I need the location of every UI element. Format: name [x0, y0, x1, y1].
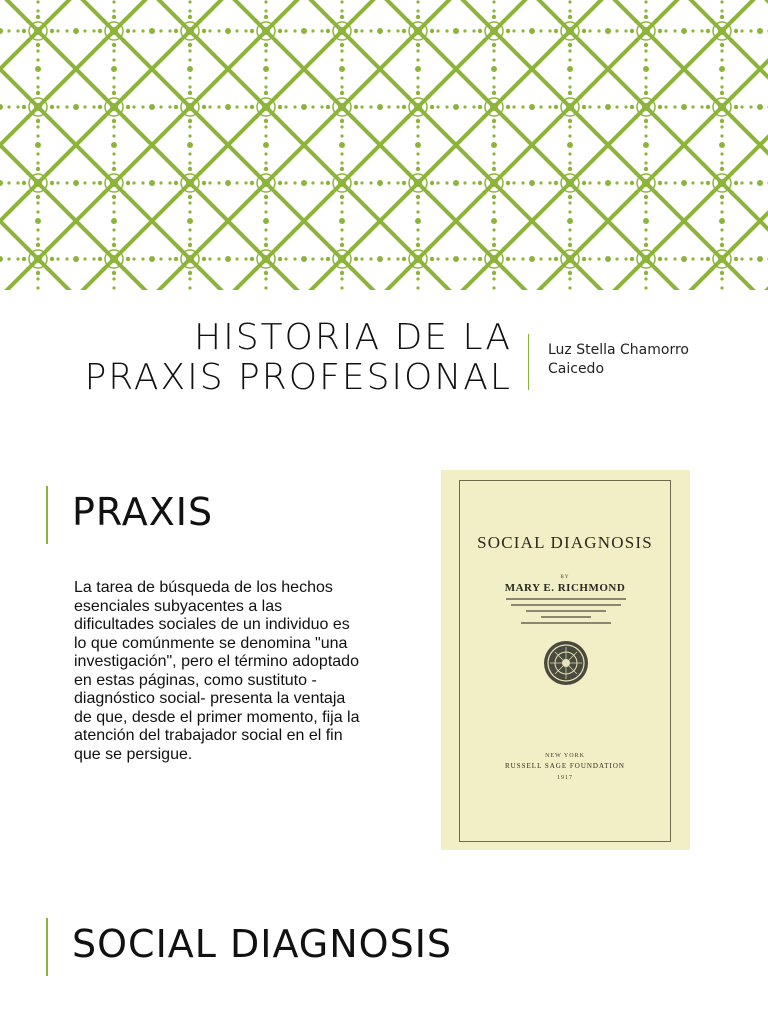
book-author-credentials: [500, 598, 632, 628]
title-divider: [528, 334, 529, 390]
section-heading-praxis: PRAXIS: [72, 490, 214, 534]
section-accent-bar: [46, 486, 48, 544]
book-cover-frame: [459, 480, 671, 842]
book-place: NEW YORK: [545, 753, 585, 759]
book-publisher: RUSSELL SAGE FOUNDATION: [505, 762, 625, 770]
book-title: SOCIAL DIAGNOSIS: [477, 533, 653, 552]
green-ornamental-pattern: [0, 0, 768, 290]
praxis-body-text: La tarea de búsqueda de los hechos esenciales subyacentes a las dificultades sociales de un individuo es lo que comúnmente se denomina "una investigación", pero el término adoptado en estas páginas, como sustituto - diagnóstico social- presenta la ventaja de que, desde el primer momento, fija la atención del trabajador social en el fin que se persigue.: [74, 579, 360, 763]
book-cover-image: [441, 470, 690, 850]
section-accent-bar: [46, 918, 48, 976]
book-by: BY: [560, 575, 570, 580]
author-name: Luz Stella Chamorro Caicedo: [548, 342, 689, 377]
book-year: 1917: [557, 775, 573, 781]
book-author: MARY E. RICHMOND: [504, 582, 626, 594]
presentation-title: HISTORIA DE LA PRAXIS PROFESIONAL: [84, 317, 512, 398]
section-heading-social-diagnosis: SOCIAL DIAGNOSIS: [72, 922, 453, 966]
publisher-seal-icon: [542, 639, 590, 687]
